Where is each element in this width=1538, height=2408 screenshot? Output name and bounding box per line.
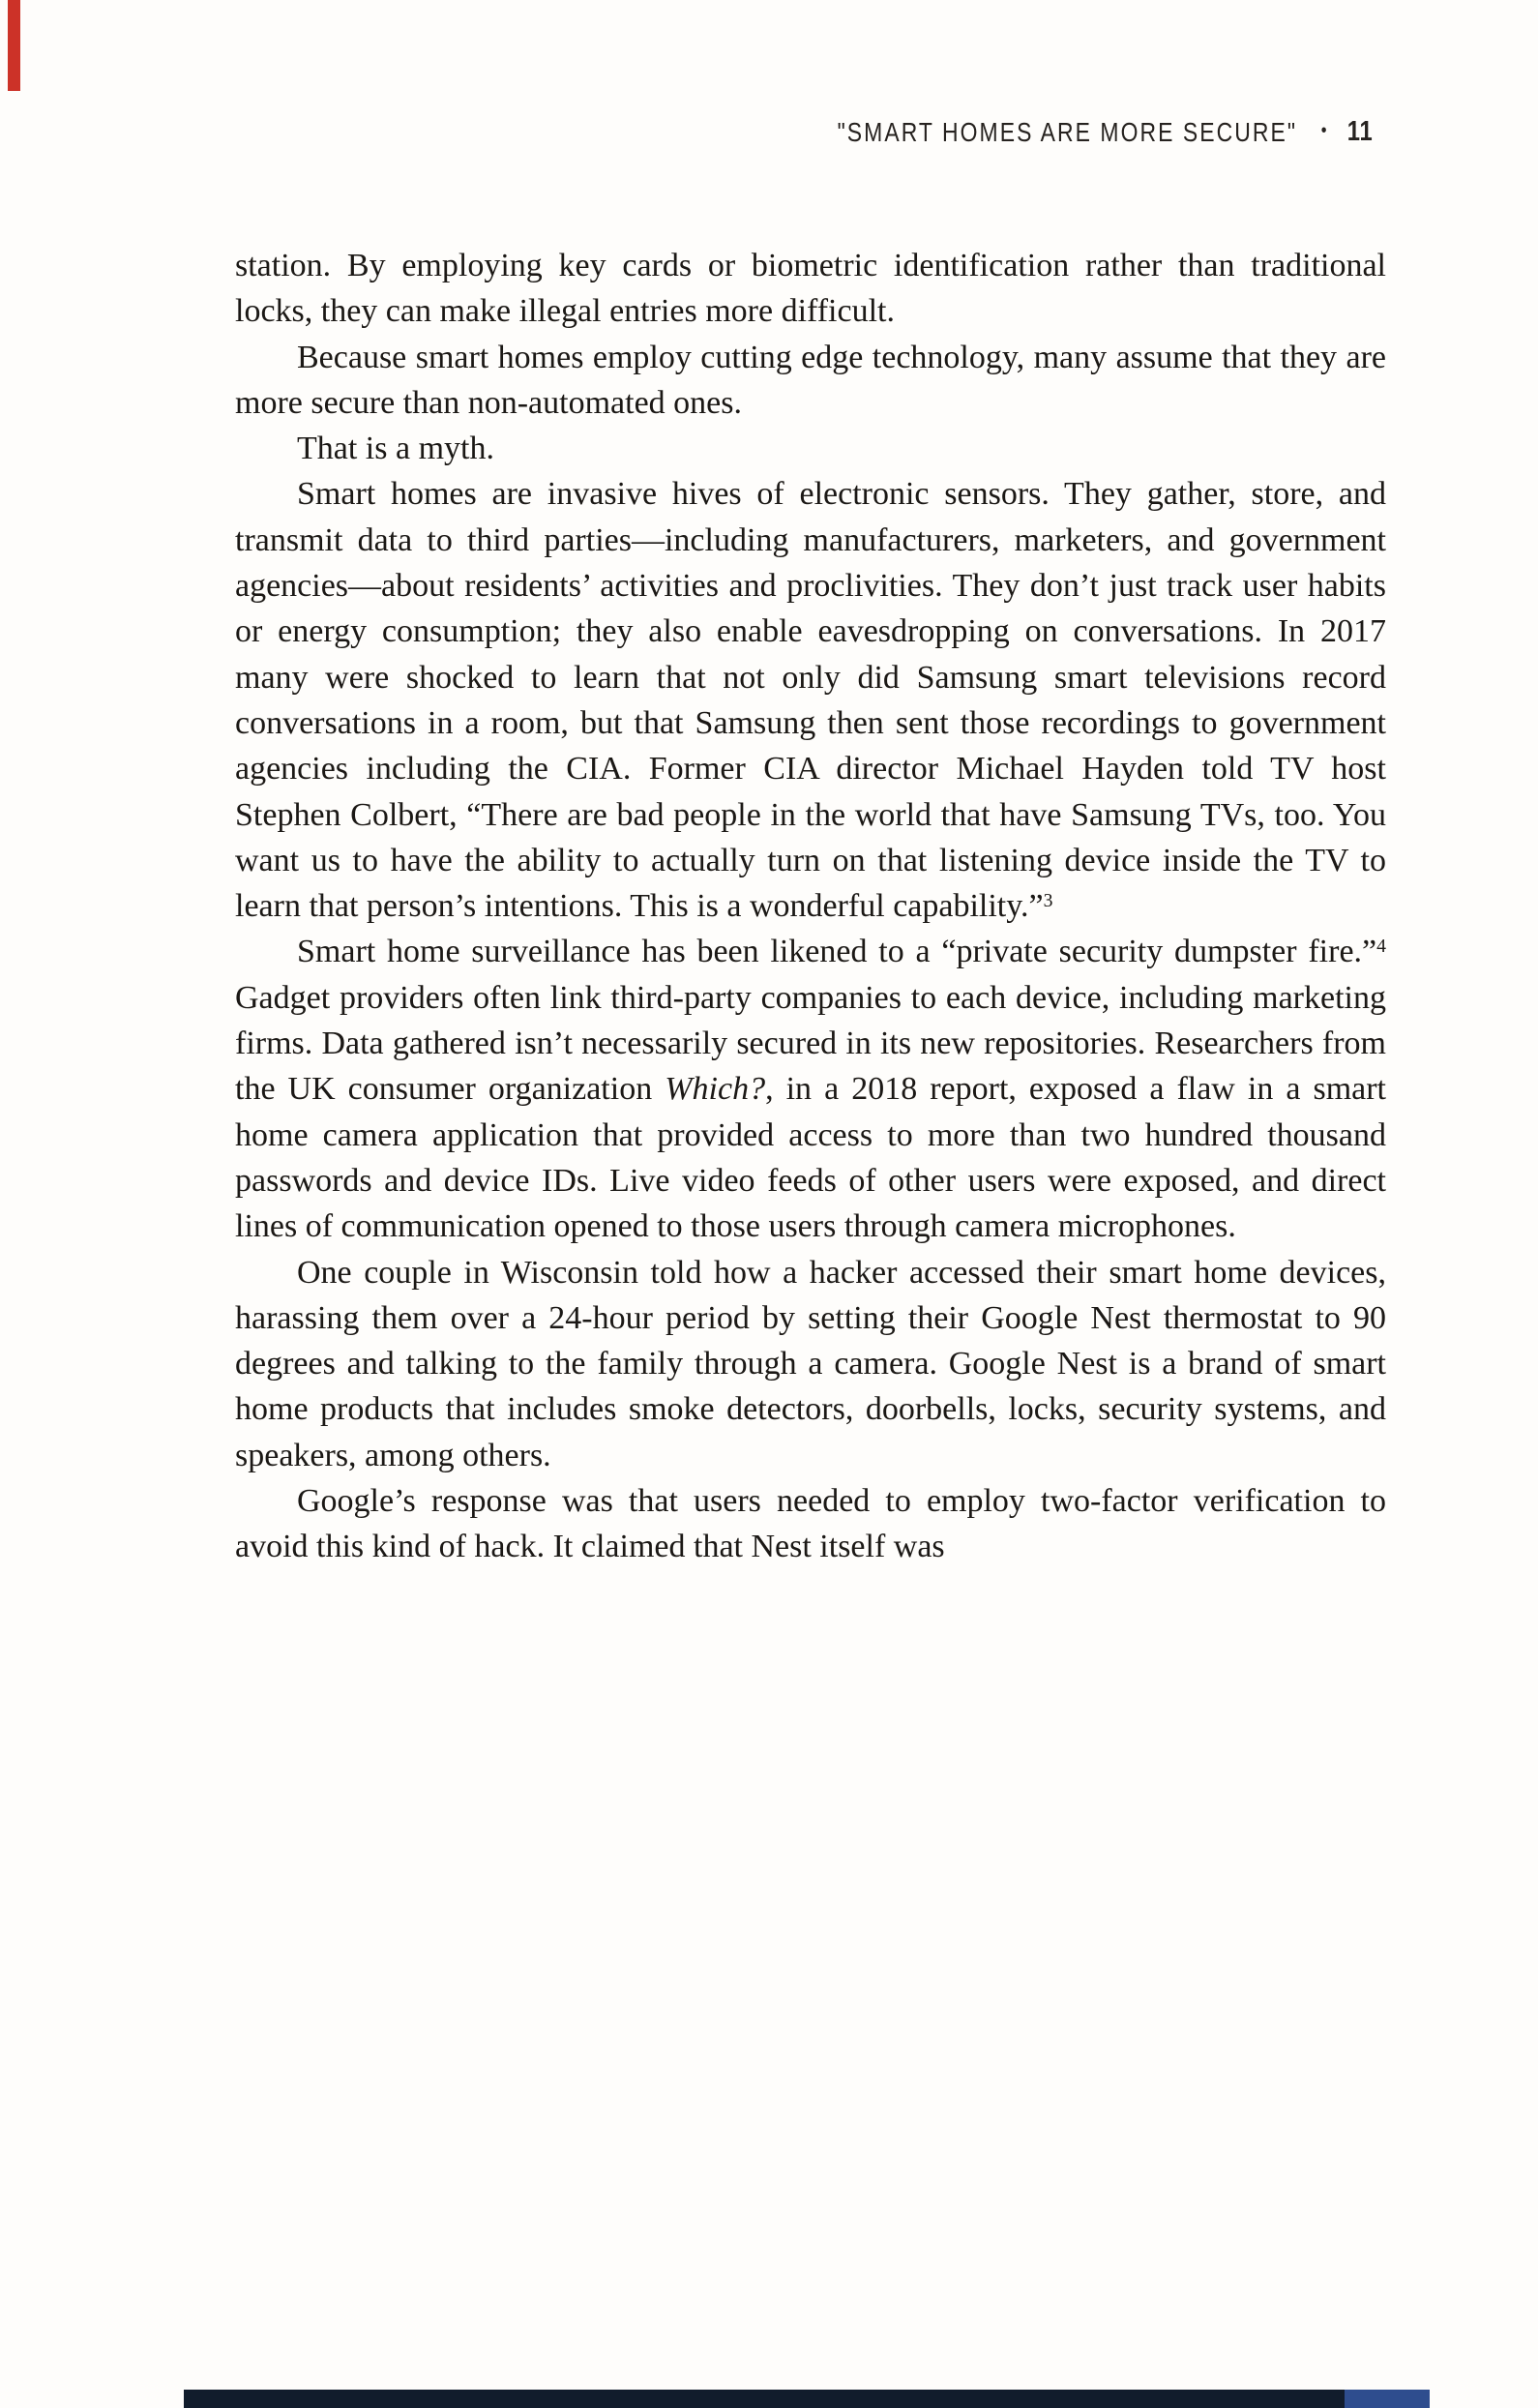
running-header bbox=[838, 116, 1374, 148]
bottom-scan-bar-accent bbox=[1345, 2390, 1430, 2408]
header-separator-dot: • bbox=[1321, 120, 1327, 141]
bottom-scan-bar bbox=[184, 2390, 1430, 2408]
text-run: That is a myth. bbox=[297, 431, 494, 467]
text-run: Smart homes are invasive hives of electronic sensors. They gather, store, and transmit data to third parties—including manufacturers, marketers, and government agencies—about residents’ activities and proclivities. They don’t just track user habits or energy consumption; they also enable eavesdropping on conversations. In 2017 many were shocked to learn that not only did Samsung smart televisions record conversations in a room, but that Samsung then sent those recordings to government agencies including the CIA. Former CIA director Michael Hayden told TV host Stephen Colbert, “There are bad people in the world that have Samsung TVs, too. You want us to have the ability to actually turn on that listening device inside the TV to learn that person’s intentions. This is a wonderful capability.” bbox=[235, 476, 1386, 925]
text-run: Google’s response was that users needed to employ two-factor verification to avoid this kind of hack. It claimed that Nest itself was bbox=[235, 1483, 1386, 1565]
page-number: 11 bbox=[1347, 116, 1374, 147]
paragraph bbox=[235, 1250, 1386, 1478]
text-run: , in a 2018 report, exposed a flaw in a smart home camera application that provided access to more than two hundred thousand passwords and device IDs. Live video feeds of other users were exposed, and direct lines of communication opened to those users through camera microphones. bbox=[235, 1071, 1386, 1245]
text-run: Smart home surveillance has been likened to a “private security dumpster fire.” bbox=[297, 934, 1377, 970]
text-run: Gadget providers often link third-party companies to each device, including marketing firms. Data gathered isn’t necessarily secured in its new repositories. Researchers from the UK consumer organization bbox=[235, 979, 1386, 1108]
footnote-marker: 4 bbox=[1376, 936, 1386, 958]
paragraph bbox=[235, 929, 1386, 1249]
running-title: "SMART HOMES ARE MORE SECURE" bbox=[838, 116, 1298, 147]
paragraph bbox=[235, 335, 1386, 427]
footnote-marker: 3 bbox=[1043, 889, 1053, 911]
italic-text: Which? bbox=[665, 1071, 766, 1108]
paragraph bbox=[235, 426, 1386, 471]
text-run: One couple in Wisconsin told how a hacker accessed their smart home devices, harassing them over a 24-hour period by setting their Google Nest thermostat to 90 degrees and talking to the family through a camera. Google Nest is a brand of smart home products that includes smoke detectors, doorbells, locks, security systems, and speakers, among others. bbox=[235, 1254, 1386, 1473]
text-run: station. By employing key cards or biometric identification rather than traditional locks, they can make illegal entries more difficult. bbox=[235, 248, 1386, 330]
paragraph bbox=[235, 243, 1386, 335]
red-scan-mark bbox=[8, 0, 20, 91]
paragraph bbox=[235, 1478, 1386, 1570]
paragraph bbox=[235, 471, 1386, 929]
bottom-scan-bar-main bbox=[184, 2390, 1345, 2408]
text-run: Because smart homes employ cutting edge technology, many assume that they are more secure than non-automated ones. bbox=[235, 339, 1386, 421]
body-text bbox=[235, 243, 1386, 1570]
